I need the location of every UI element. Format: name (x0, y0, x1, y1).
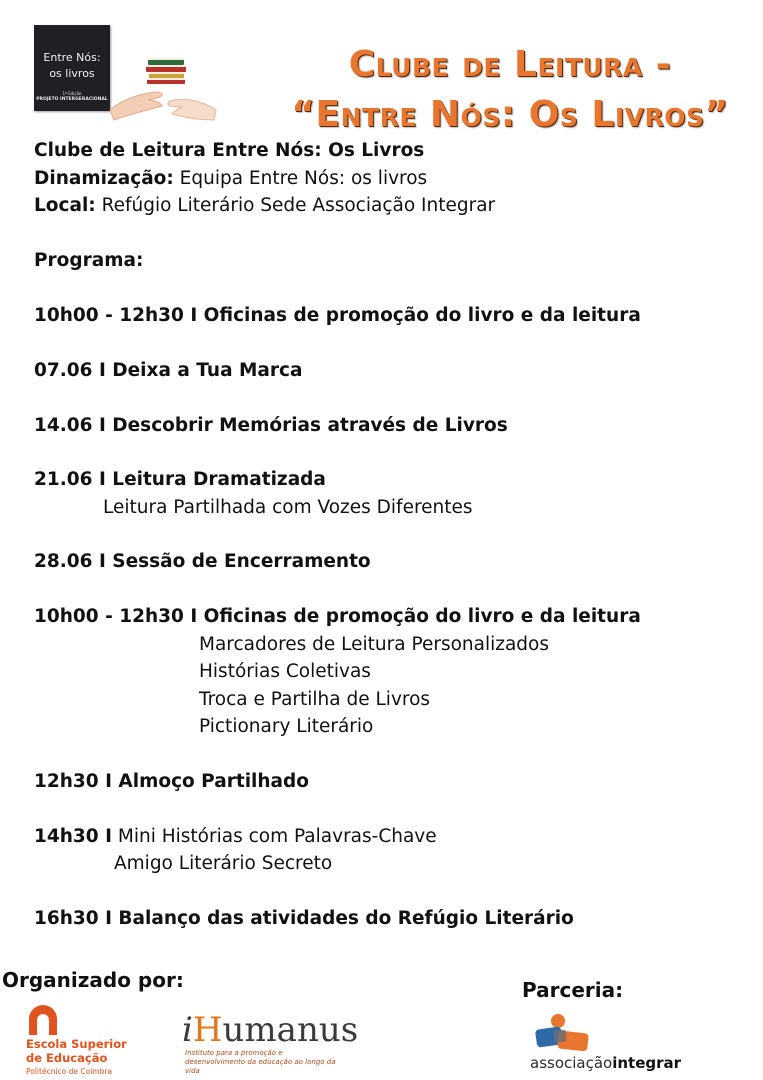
afternoon-row (34, 824, 437, 850)
ese-logo-icon (26, 1005, 60, 1035)
session-item: 21.06 I Leitura Dramatizada (34, 469, 326, 490)
integrar-prefix: associação (530, 1054, 613, 1072)
integrar-suffix: integrar (612, 1054, 682, 1072)
session-item: 07.06 I Deixa a Tua Marca (34, 360, 303, 381)
ihumanus-logo (182, 1012, 358, 1048)
afternoon-item: Mini Histórias com Palavras-Chave (117, 826, 437, 847)
ihumanus-tagline: Instituto para a promoção e desenvolvimento da educação ao longo da vida (185, 1049, 336, 1075)
local-label: Local: (34, 195, 96, 216)
logo-line-2: os livros (49, 67, 95, 80)
local-value: Refúgio Literário Sede Associação Integrar (101, 195, 496, 216)
ese-line-1: Escola Superior (26, 1037, 127, 1051)
ese-line-2: de Educação (26, 1051, 108, 1065)
logo-project: PROJETO INTERGERACIONAL (36, 97, 108, 102)
organized-by-heading: Organizado por: (2, 968, 184, 992)
closing-session: 28.06 I Sessão de Encerramento (34, 551, 371, 572)
title-line-2: “Entre Nós: Os Livros” (291, 94, 729, 135)
integrar-logo-icon (534, 1012, 598, 1054)
ihumanus-rest: umanus (222, 1010, 359, 1050)
afternoon-item: Amigo Literário Secreto (114, 853, 333, 874)
session-subitem: Leitura Partilhada com Vozes Diferentes (103, 497, 473, 518)
workshop-item: Pictionary Literário (199, 716, 374, 737)
closing-workshops: 10h00 - 12h30 I Oficinas de promoção do livro e da leitura (34, 606, 641, 627)
ihumanus-i: i (182, 1010, 193, 1050)
program-heading: Programa: (34, 250, 144, 271)
hands-with-books-icon (108, 48, 218, 124)
balance-item: 16h30 I Balanço das atividades do Refúgio Literário (34, 908, 574, 929)
integrar-wordmark (530, 1054, 681, 1072)
dinamizacao-row (34, 166, 427, 192)
logo-edition: 1ª Edição (62, 91, 82, 96)
ihumanus-h: H (192, 1010, 223, 1050)
program-intro: 10h00 - 12h30 I Oficinas de promoção do livro e da leitura (34, 305, 641, 326)
logo-line-1: Entre Nós: (43, 51, 101, 64)
workshop-item: Marcadores de Leitura Personalizados (199, 634, 550, 655)
ese-line-3: Politécnico de Coimbra (26, 1067, 113, 1076)
entre-nos-logo-book (34, 25, 110, 111)
lunch-item: 12h30 I Almoço Partilhado (34, 771, 309, 792)
session-item: 14.06 I Descobrir Memórias através de Livros (34, 415, 508, 436)
dinamizacao-value: Equipa Entre Nós: os livros (179, 168, 428, 189)
local-row (34, 193, 495, 219)
workshop-item: Histórias Coletivas (199, 661, 371, 682)
partnership-heading: Parceria: (522, 978, 624, 1002)
workshop-item: Troca e Partilha de Livros (199, 689, 431, 710)
club-name: Clube de Leitura Entre Nós: Os Livros (34, 140, 425, 161)
title-line-1: Clube de Leitura - (348, 44, 672, 85)
dinamizacao-label: Dinamização: (34, 168, 174, 189)
afternoon-label: 14h30 I (34, 826, 112, 847)
